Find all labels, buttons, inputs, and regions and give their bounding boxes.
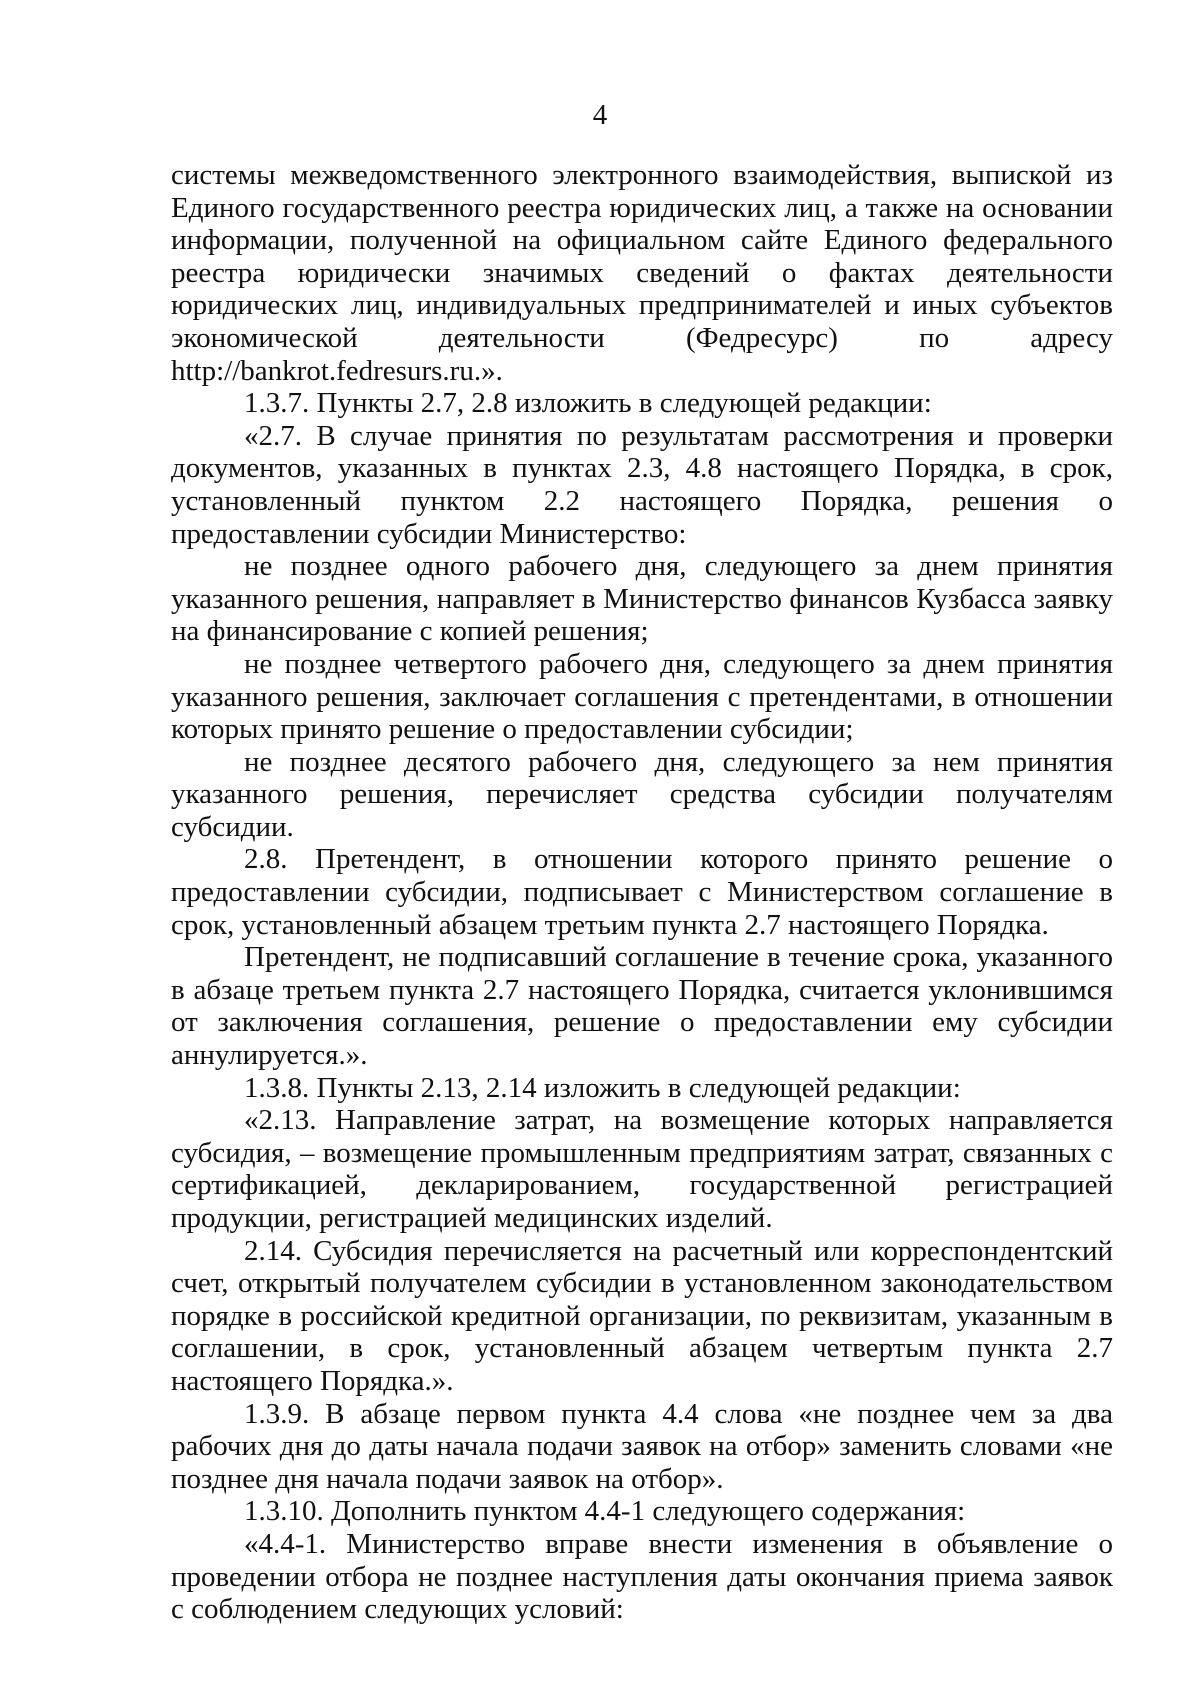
- paragraph-applicant-refusal: Претендент, не подписавший соглашение в течение срока, указанного в абзаце третьем пункта 2.7 настоящего Порядка, считается уклонившимся от заключения соглашения, решение о предоставлении ему субсидии аннулируется.».: [171, 941, 1113, 1072]
- page-number: 4: [592, 99, 608, 131]
- paragraph-item-4-4-1: «4.4-1. Министерство вправе внести изменения в объявление о проведении отбора не позднее наступления даты окончания приема заявок с соблюдением следующих условий:: [171, 1527, 1113, 1626]
- paragraph-continuation: системы межведомственного электронного взаимодействия, выпиской из Единого государственного реестра юридических лиц, а также на основании информации, полученной на официальном сайте Единого федерального реестра юридически значимых сведений о фактах деятельности юридических лиц, индивидуальных предпринимателей и иных субъектов экономической деятельности (Федресурс) по адресу http://bankrot.fedresurs.ru.».: [171, 159, 1113, 387]
- paragraph-item-2-14: 2.14. Субсидия перечисляется на расчетный или корреспондентский счет, открытый получателем субсидии в установленном законодательством порядке в российской кредитной организации, по реквизитам, указанным в соглашении, в срок, установленный абзацем четвертым пункта 2.7 настоящего Порядка.».: [171, 1234, 1113, 1397]
- paragraph-item-2-8: 2.8. Претендент, в отношении которого принято решение о предоставлении субсидии, подписывает с Министерством соглашение в срок, установленный абзацем третьим пункта 2.7 настоящего Порядка.: [171, 843, 1113, 941]
- paragraph-item-1-3-8: 1.3.8. Пункты 2.13, 2.14 изложить в следующей редакции:: [244, 1071, 961, 1104]
- paragraph-item-2-7: «2.7. В случае принятия по результатам рассмотрения и проверки документов, указанных в пунктах 2.3, 4.8 настоящего Порядка, в срок, установленный пунктом 2.2 настоящего Порядка, решения о предоставлении субсидии Министерство:: [171, 419, 1113, 550]
- document-body: [171, 159, 1113, 1626]
- paragraph-item-1-3-10: 1.3.10. Дополнить пунктом 4.4-1 следующего содержания:: [244, 1495, 966, 1528]
- paragraph-first-working-day: не позднее одного рабочего дня, следующего за днем принятия указанного решения, направляет в Министерство финансов Кузбасса заявку на финансирование с копией решения;: [171, 550, 1113, 648]
- paragraph-tenth-working-day: не позднее десятого рабочего дня, следующего за нем принятия указанного решения, перечисляет средства субсидии получателям субсидии.: [171, 745, 1113, 843]
- paragraph-fourth-working-day: не позднее четвертого рабочего дня, следующего за днем принятия указанного решения, заключает соглашения с претендентами, в отношении которых принято решение о предоставлении субсидии;: [171, 647, 1113, 746]
- paragraph-item-1-3-9: 1.3.9. В абзаце первом пункта 4.4 слова «не позднее чем за два рабочих дня до даты начала подачи заявок на отбор» заменить словами «не позднее дня начала подачи заявок на отбор».: [171, 1397, 1113, 1495]
- paragraph-item-2-13: «2.13. Направление затрат, на возмещение которых направляется субсидия, – возмещение промышленным предприятиям затрат, связанных с сертификацией, декларированием, государственной регистрацией продукции, регистрацией медицинских изделий.: [171, 1104, 1113, 1234]
- paragraph-item-1-3-7: 1.3.7. Пункты 2.7, 2.8 изложить в следующей редакции:: [244, 387, 932, 420]
